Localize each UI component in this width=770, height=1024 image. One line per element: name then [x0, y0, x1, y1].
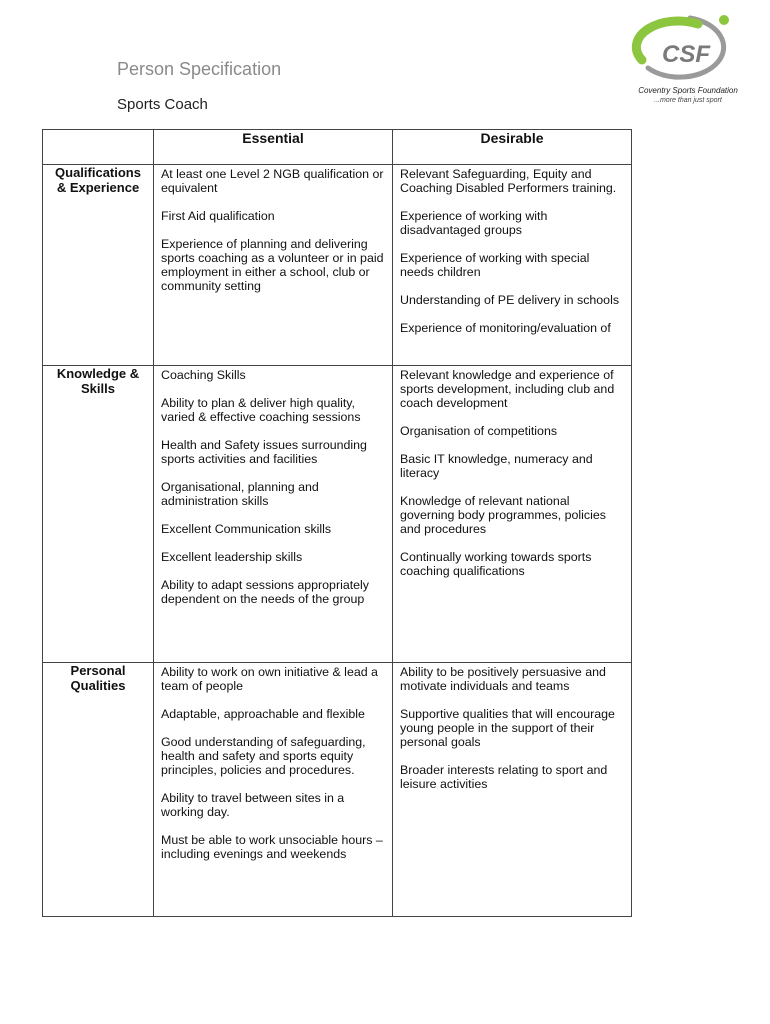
- essential-cell: [154, 366, 393, 663]
- essential-item: Must be able to work unsociable hours – including evenings and weekends: [161, 833, 383, 861]
- essential-item: Ability to travel between sites in a working day.: [161, 791, 345, 819]
- essential-item: Coaching Skills: [161, 368, 246, 382]
- table-row-personal: [43, 663, 632, 917]
- desirable-item: Organisation of competitions: [400, 424, 558, 438]
- desirable-item: Knowledge of relevant national governing body programmes, policies and procedures: [400, 494, 606, 536]
- desirable-cell: [393, 663, 632, 917]
- table-row-knowledge: [43, 366, 632, 663]
- desirable-item: Experience of working with disadvantaged groups: [400, 209, 548, 237]
- essential-cell: [154, 165, 393, 366]
- person-spec-table: [42, 129, 632, 917]
- essential-item: Ability to plan & deliver high quality, varied & effective coaching sessions: [161, 396, 361, 424]
- desirable-item: Experience of working with special needs children: [400, 251, 590, 279]
- page-title: Person Specification: [117, 59, 282, 79]
- header-blank-cell: [43, 130, 154, 165]
- essential-item: Excellent Communication skills: [161, 522, 332, 536]
- essential-item: First Aid qualification: [161, 209, 275, 223]
- essential-item: Good understanding of safeguarding, health and safety and sports equity principles, policies and procedures.: [161, 735, 366, 777]
- header-desirable: Desirable: [393, 130, 632, 165]
- desirable-item: Basic IT knowledge, numeracy and literacy: [400, 452, 593, 480]
- desirable-cell: [393, 366, 632, 663]
- essential-item: Adaptable, approachable and flexible: [161, 707, 365, 721]
- table-header-row: [43, 130, 632, 165]
- essential-item: Health and Safety issues surrounding sports activities and facilities: [161, 438, 367, 466]
- logo-organisation-name: Coventry Sports Foundation: [638, 86, 738, 95]
- essential-item: Excellent leadership skills: [161, 550, 303, 564]
- table-row-qualifications: [43, 165, 632, 366]
- essential-item: Ability to adapt sessions appropriately dependent on the needs of the group: [161, 578, 370, 606]
- essential-cell: [154, 663, 393, 917]
- essential-item: At least one Level 2 NGB qualification or equivalent: [161, 167, 384, 195]
- csf-logo: [628, 10, 748, 110]
- desirable-item: Ability to be positively persuasive and motivate individuals and teams: [400, 665, 606, 693]
- desirable-cell: [393, 165, 632, 366]
- essential-item: Ability to work on own initiative & lead a team of people: [161, 665, 378, 693]
- row-label-personal: Personal Qualities: [43, 663, 154, 917]
- desirable-item: Relevant knowledge and experience of sports development, including club and coach development: [400, 368, 615, 410]
- header-essential: Essential: [154, 130, 393, 165]
- logo-tagline: ...more than just sport: [654, 97, 722, 104]
- logo-text: CSF: [662, 41, 710, 68]
- row-label-qualifications: Qualifications & Experience: [43, 165, 154, 366]
- desirable-item: Broader interests relating to sport and leisure activities: [400, 763, 608, 791]
- essential-item: Experience of planning and delivering sports coaching as a volunteer or in paid employment in either a school, club or community setting: [161, 237, 384, 293]
- desirable-item: Supportive qualities that will encourage young people in the support of their personal goals: [400, 707, 615, 749]
- essential-item: Organisational, planning and administration skills: [161, 480, 319, 508]
- desirable-item: Experience of monitoring/evaluation of: [400, 321, 611, 335]
- page-subtitle: Sports Coach: [117, 96, 208, 113]
- row-label-knowledge: Knowledge & Skills: [43, 366, 154, 663]
- csf-logo-graphic: [628, 10, 748, 90]
- desirable-item: Continually working towards sports coaching qualifications: [400, 550, 592, 578]
- desirable-item: Understanding of PE delivery in schools: [400, 293, 620, 307]
- desirable-item: Relevant Safeguarding, Equity and Coaching Disabled Performers training.: [400, 167, 617, 195]
